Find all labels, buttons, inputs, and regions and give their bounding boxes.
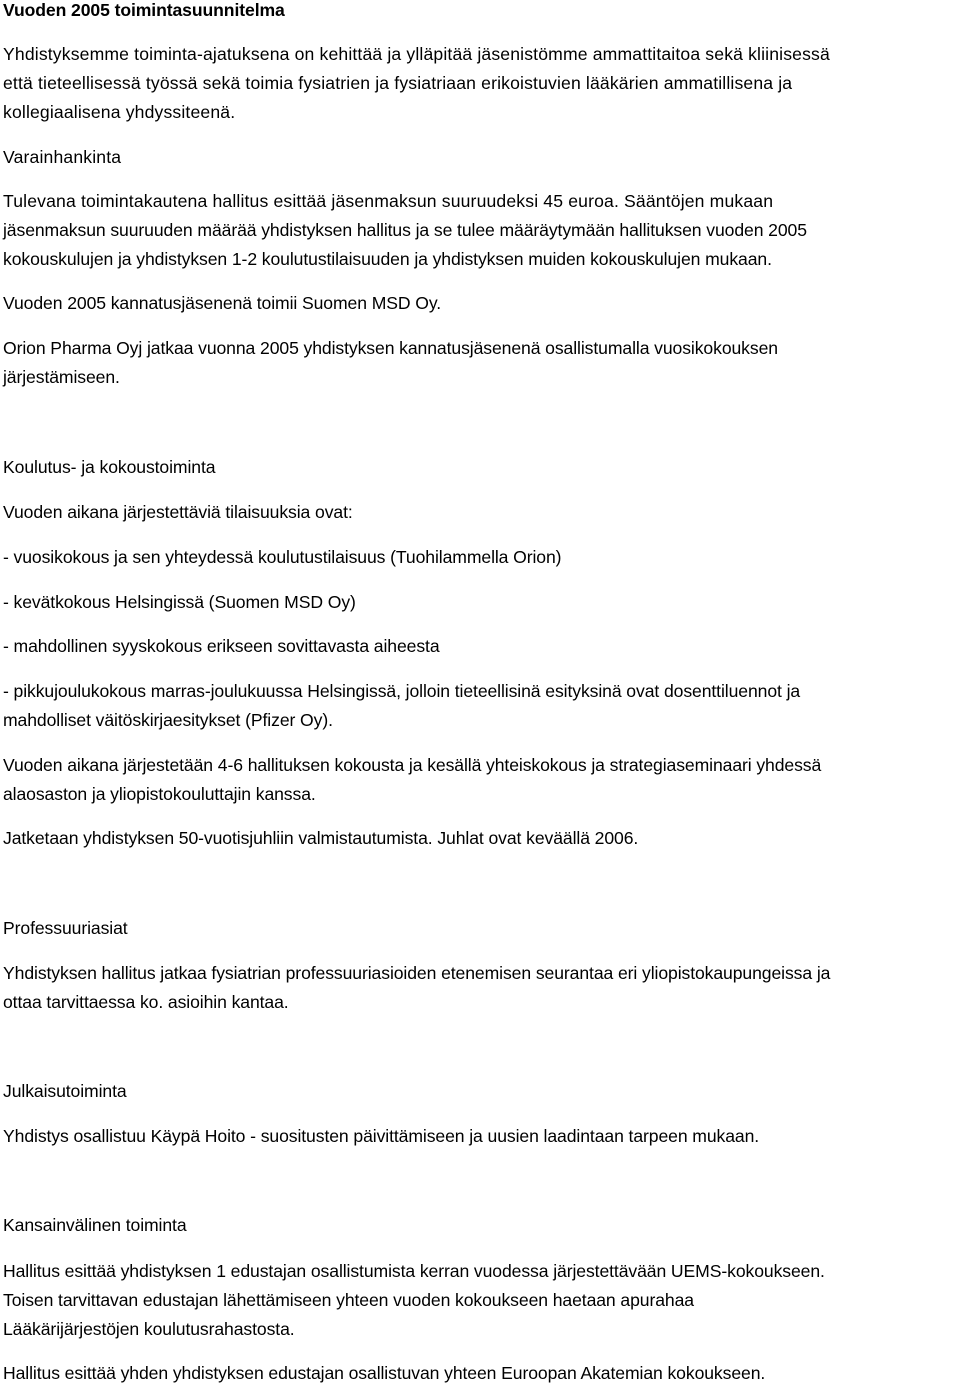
training-item-1: - vuosikokous ja sen yhteydessä koulutustilaisuus (Tuohilammella Orion) xyxy=(3,547,562,567)
training-item-4-line-1: - pikkujoulukokous marras-joulukuussa Helsingissä, jolloin tieteellisinä esityksinä ovat dosenttiluennot ja xyxy=(3,681,801,701)
funding-p1-line-3: kokouskulujen ja yhdistyksen 1-2 koulutustilaisuuden ja yhdistyksen muiden kokouskulujen mukaan. xyxy=(3,249,772,269)
professorships-line-2: ottaa tarvittaessa ko. asioihin kantaa. xyxy=(3,992,289,1012)
page-title: Vuoden 2005 toimintasuunnitelma xyxy=(3,0,285,20)
intro-line-1: Yhdistyksemme toiminta-ajatuksena on kehittää ja ylläpitää jäsenistömme ammattitaitoa sekä kliinisessä xyxy=(3,44,830,64)
professorships-line-1: Yhdistyksen hallitus jatkaa fysiatrian professuuriasioiden etenemisen seurantaa eri yliopistokaupungeissa ja xyxy=(3,963,831,983)
funding-p1-line-1: Tulevana toimintakautena hallitus esittää jäsenmaksun suuruudeksi 45 euroa. Sääntöjen mukaan xyxy=(3,191,774,211)
section-heading-publishing: Julkaisutoiminta xyxy=(3,1081,127,1101)
section-heading-international: Kansainvälinen toiminta xyxy=(3,1215,187,1235)
training-intro: Vuoden aikana järjestettäviä tilaisuuksia ovat: xyxy=(3,502,353,522)
funding-p2: Vuoden 2005 kannatusjäsenenä toimii Suomen MSD Oy. xyxy=(3,293,442,313)
section-heading-training: Koulutus- ja kokoustoiminta xyxy=(3,457,216,477)
intro-line-3: kollegiaalisena yhdyssiteenä. xyxy=(3,102,236,122)
funding-p3-line-1: Orion Pharma Oyj jatkaa vuonna 2005 yhdistyksen kannatusjäsenenä osallistumalla vuosikokouksen xyxy=(3,338,778,358)
section-heading-professorships: Professuuriasiat xyxy=(3,918,128,938)
training-item-4-line-2: mahdolliset väitöskirjaesitykset (Pfizer Oy). xyxy=(3,710,333,730)
training-p2-line-2: alaosaston ja yliopistokouluttajin kanssa. xyxy=(3,784,316,804)
section-heading-funding: Varainhankinta xyxy=(3,147,122,167)
training-item-3: - mahdollinen syyskokous erikseen sovittavasta aiheesta xyxy=(3,636,440,656)
international-p1-line-1: Hallitus esittää yhdistyksen 1 edustajan osallistumista kerran vuodessa järjestettävään UEMS-kokoukseen. xyxy=(3,1261,825,1281)
training-item-2: - kevätkokous Helsingissä (Suomen MSD Oy) xyxy=(3,592,356,612)
intro-line-2: että tieteellisessä työssä sekä toimia fysiatrien ja fysiatriaan erikoistuvien lääkärien ammatillisena ja xyxy=(3,73,793,93)
training-p2-line-1: Vuoden aikana järjestetään 4-6 hallituksen kokousta ja kesällä yhteiskokous ja strategiaseminaari yhdessä xyxy=(3,755,822,775)
publishing-text: Yhdistys osallistuu Käypä Hoito - suositusten päivittämiseen ja uusien laadintaan tarpeen mukaan. xyxy=(3,1126,760,1146)
training-p3: Jatketaan yhdistyksen 50-vuotisjuhliin valmistautumista. Juhlat ovat keväällä 2006. xyxy=(3,828,639,848)
international-p2: Hallitus esittää yhden yhdistyksen edustajan osallistuvan yhteen Euroopan Akatemian kokoukseen. xyxy=(3,1363,766,1383)
funding-p3-line-2: järjestämiseen. xyxy=(3,367,120,387)
funding-p1-line-2: jäsenmaksun suuruuden määrää yhdistyksen hallitus ja se tulee määräytymään hallituksen vuoden 2005 xyxy=(3,220,807,240)
international-p1-line-3: Lääkärijärjestöjen koulutusrahastosta. xyxy=(3,1319,295,1339)
international-p1-line-2: Toisen tarvittavan edustajan lähettämiseen yhteen vuoden kokoukseen haetaan apurahaa xyxy=(3,1290,694,1310)
